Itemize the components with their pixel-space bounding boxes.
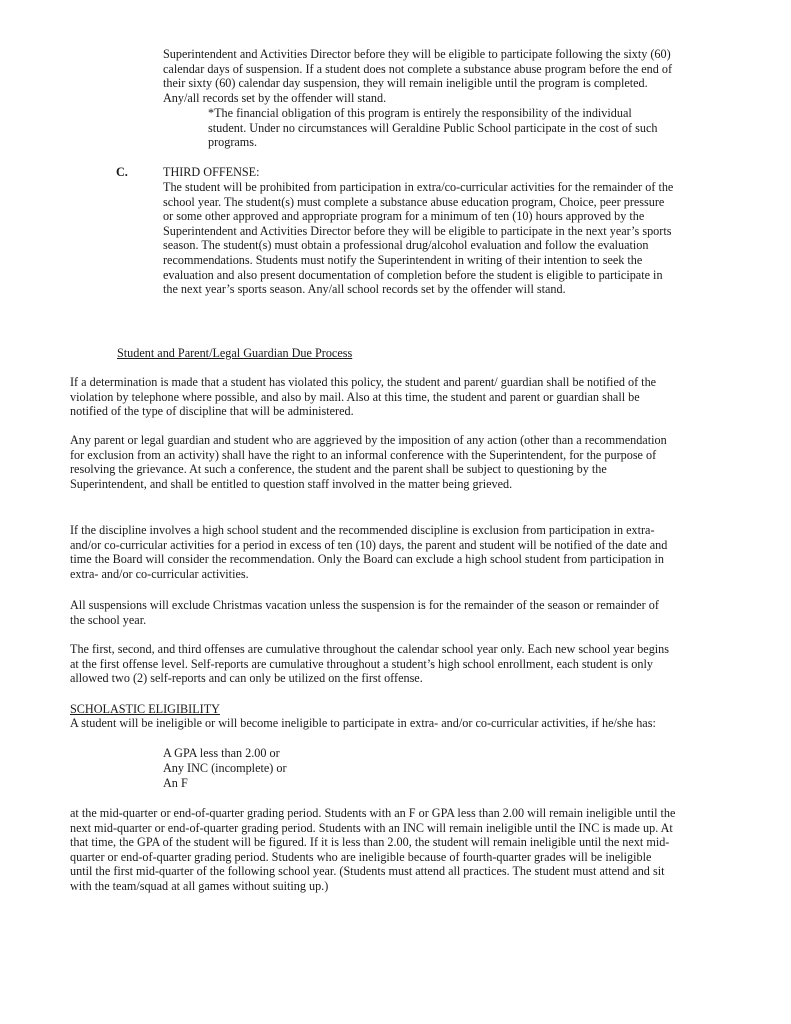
criterion-f-grade: An F [163, 776, 188, 790]
third-offense-heading: THIRD OFFENSE: [163, 165, 260, 179]
due-process-paragraph-5: The first, second, and third offenses are cumulative throughout the calendar school year only. Each new school year begins at the first offense level. Self-reports are cumulative throughout a student’s high school enrollment, each student is only allowed two (2) self-reports and can only be utilized on the first offense. [70, 642, 670, 686]
scholastic-eligibility-intro: A student will be ineligible or will become ineligible to participate in extra- and/or co-curricular activities, if he/she has: [70, 716, 656, 730]
due-process-paragraph-4: All suspensions will exclude Christmas vacation unless the suspension is for the remainder of the season or remainder of the school year. [70, 598, 659, 627]
third-offense-label: C. [116, 165, 128, 179]
scholastic-eligibility-text: at the mid-quarter or end-of-quarter grading period. Students with an F or GPA less than 2.00 will remain ineligible until the next mid-quarter or end-of-quarter grading period. Students with an INC will remain ineligible until the INC is made up. At that time, the GPA of the student will be figured. If it is less than 2.00, the student will remain ineligible until the next mid-quarter or end-of-quarter grading period. Students who are ineligible because of fourth-quarter grades will be ineligible until the first mid-quarter of the following school year. (Students must attend all practices. The student must attend and sit with the team/squad at all games without suiting up.) [70, 806, 676, 893]
due-process-paragraph-2: Any parent or legal guardian and student who are aggrieved by the imposition of any action (other than a recommendation for exclusion from an activity) shall have the right to an informal conference with the Superintendent, for the purpose of resolving the grievance. At such a conference, the student and the parent shall be subject to questioning by the Superintendent, and shall be entitled to question staff involved in the matter being grieved. [70, 433, 667, 491]
scholastic-eligibility-heading: SCHOLASTIC ELIGIBILITY [70, 702, 220, 716]
financial-obligation-note: *The financial obligation of this program is entirely the responsibility of the individual student. Under no circumstances will Geraldine Public School participate in the cost of such programs. [208, 106, 658, 150]
third-offense-text: The student will be prohibited from participation in extra/co-curricular activities for the remainder of the school year. The student(s) must complete a substance abuse education program, Choice, peer pressure or some other approved and appropriate program for a minimum of ten (10) hours approved by the Superintendent and Activities Director before they will be eligible to participate in the next year’s sports season. The student(s) must obtain a professional drug/alcohol evaluation and follow the evaluation recommendations. Students must notify the Superintendent in writing of their intention to seek the evaluation and also present documentation of completion before the student is eligible to participate in the next year’s sports season. Any/all school records set by the offender will stand. [163, 180, 674, 297]
due-process-heading: Student and Parent/Legal Guardian Due Process [117, 346, 353, 360]
second-offense-continuation: Superintendent and Activities Director before they will be eligible to participate following the sixty (60) calendar days of suspension. If a student does not complete a substance abuse program before the end of their sixty (60) calendar day suspension, they will remain ineligible until the program is completed. Any/all records set by the offender will stand. [163, 47, 673, 105]
due-process-paragraph-1: If a determination is made that a student has violated this policy, the student and parent/ guardian shall be notified of the violation by telephone where possible, and also by mail. Also at this time, the student and parent or guardian shall be notified of the type of discipline that will be administered. [70, 375, 657, 419]
due-process-paragraph-3: If the discipline involves a high school student and the recommended discipline is exclusion from participation in extra- and/or co-curricular activities for a period in excess of ten (10) days, the parent and student will be notified of the date and time the Board will consider the recommendation. Only the Board can exclude a high school student from participation in extra- and/or co-curricular activities. [70, 523, 668, 581]
criterion-incomplete: Any INC (incomplete) or [163, 761, 287, 775]
criterion-gpa: A GPA less than 2.00 or [163, 746, 280, 760]
